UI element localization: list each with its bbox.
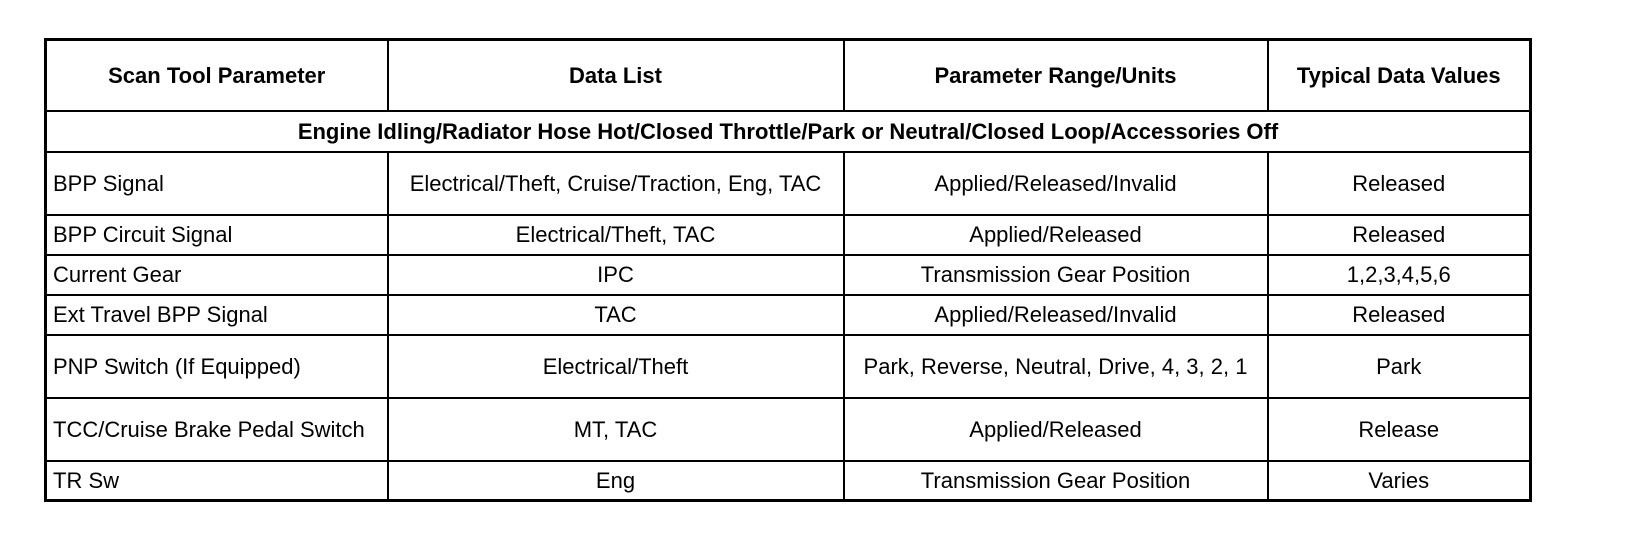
cell-parameter: BPP Signal bbox=[46, 152, 388, 215]
condition-row bbox=[46, 111, 1531, 152]
table-row bbox=[46, 215, 1531, 255]
cell-range: Applied/Released/Invalid bbox=[844, 295, 1268, 335]
table-row bbox=[46, 461, 1531, 501]
operating-condition: Engine Idling/Radiator Hose Hot/Closed Throttle/Park or Neutral/Closed Loop/Accessories Off bbox=[46, 111, 1531, 152]
header-typical-data-values: Typical Data Values bbox=[1268, 40, 1531, 111]
cell-typical-value: Varies bbox=[1268, 461, 1531, 501]
cell-parameter: Ext Travel BPP Signal bbox=[46, 295, 388, 335]
cell-range: Applied/Released/Invalid bbox=[844, 152, 1268, 215]
cell-typical-value: Release bbox=[1268, 398, 1531, 461]
table-row bbox=[46, 255, 1531, 295]
cell-range: Transmission Gear Position bbox=[844, 255, 1268, 295]
cell-typical-value: Released bbox=[1268, 215, 1531, 255]
cell-data-list: TAC bbox=[388, 295, 844, 335]
cell-range: Applied/Released bbox=[844, 215, 1268, 255]
table-row bbox=[46, 295, 1531, 335]
cell-data-list: Electrical/Theft bbox=[388, 335, 844, 398]
cell-data-list: MT, TAC bbox=[388, 398, 844, 461]
cell-parameter: Current Gear bbox=[46, 255, 388, 295]
cell-parameter: PNP Switch (If Equipped) bbox=[46, 335, 388, 398]
table-row bbox=[46, 398, 1531, 461]
cell-range: Park, Reverse, Neutral, Drive, 4, 3, 2, 1 bbox=[844, 335, 1268, 398]
cell-data-list: Electrical/Theft, TAC bbox=[388, 215, 844, 255]
cell-parameter: TCC/Cruise Brake Pedal Switch bbox=[46, 398, 388, 461]
header-data-list: Data List bbox=[388, 40, 844, 111]
cell-parameter: BPP Circuit Signal bbox=[46, 215, 388, 255]
cell-data-list: IPC bbox=[388, 255, 844, 295]
header-parameter-range-units: Parameter Range/Units bbox=[844, 40, 1268, 111]
cell-parameter: TR Sw bbox=[46, 461, 388, 501]
table-row bbox=[46, 335, 1531, 398]
cell-range: Applied/Released bbox=[844, 398, 1268, 461]
header-row bbox=[46, 40, 1531, 111]
cell-typical-value: 1,2,3,4,5,6 bbox=[1268, 255, 1531, 295]
cell-data-list: Electrical/Theft, Cruise/Traction, Eng, TAC bbox=[388, 152, 844, 215]
header-scan-tool-parameter: Scan Tool Parameter bbox=[46, 40, 388, 111]
scan-tool-data-table bbox=[44, 38, 1532, 502]
cell-typical-value: Released bbox=[1268, 152, 1531, 215]
cell-range: Transmission Gear Position bbox=[844, 461, 1268, 501]
cell-data-list: Eng bbox=[388, 461, 844, 501]
cell-typical-value: Park bbox=[1268, 335, 1531, 398]
cell-typical-value: Released bbox=[1268, 295, 1531, 335]
table-row bbox=[46, 152, 1531, 215]
